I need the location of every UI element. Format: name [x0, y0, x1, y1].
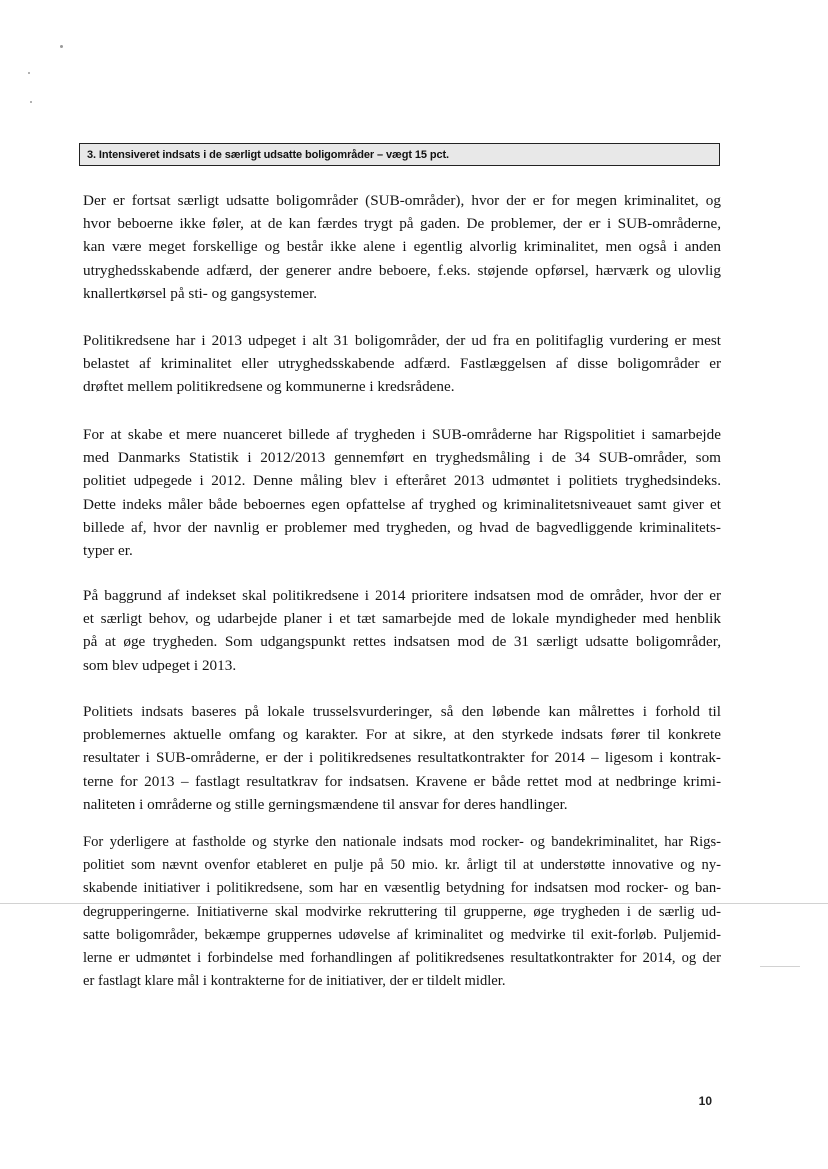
scan-speck [30, 101, 32, 103]
section-title: 3. Intensiveret indsats i de særligt udsatte boligområder – vægt 15 pct. [87, 148, 450, 161]
text-line: På baggrund af indekset skal politikredsene i 2014 prioritere indsatsen mod de områder, hvor der er [83, 587, 721, 604]
text-line: med Danmarks Statistik i 2012/2013 gennemført en tryghedsmåling i de 34 SUB-områder, som [83, 449, 721, 467]
text-line: kan være meget forskellige og består ikke alene i egentlig alvorlig kriminalitet, men også i anden [83, 238, 721, 256]
text-line: på at øge trygheden. Som udgangspunkt rettes indsatsen mod de 31 særligt udsatte boligområder, [83, 633, 721, 651]
text-line: degrupperingerne. Initiativerne skal modvirke rekruttering til grupperne, øge trygheden i de særlig ud- [83, 903, 721, 920]
text-line: lerne er udmøntet i forbindelse med forhandlingen af politikredsenes resultatkontrakter for 2014, og der [83, 950, 721, 967]
scan-speck [28, 72, 30, 74]
text-line: billede af, hvor der navnlig er problemer med trygheden, og hvad de bagvedliggende kriminalitets- [83, 518, 721, 536]
text-line: Der er fortsat særligt udsatte boligområder (SUB-områder), hvor der er for megen kriminalitet, og [83, 192, 721, 209]
text-line: utryghedsskabende adfærd, der generer andre beboere, f.eks. støjende opførsel, hærværk og ulovlig [83, 261, 721, 279]
section-header [79, 143, 720, 166]
text-line: naliteten i områderne og stille gerningsmændene til ansvar for deres handlinger. [83, 795, 568, 813]
paragraph [83, 831, 721, 993]
text-line: problemernes aktuelle omfang og karakter. For at sikre, at den styrkede indsats fører til konkrete [83, 726, 721, 744]
text-line: For yderligere at fastholde og styrke den nationale indsats mod rocker- og bandekriminalitet, har Rigs- [83, 834, 721, 850]
scan-seam [760, 966, 800, 967]
text-line: Politikredsene har i 2013 udpeget i alt 31 boligområder, der ud fra en politifaglig vurdering er mest [83, 332, 721, 349]
text-line: som blev udpeget i 2013. [83, 656, 237, 674]
text-line: drøftet mellem politikredsene og kommunerne i kredsrådene. [83, 378, 455, 396]
text-line: typer er. [83, 542, 133, 560]
scan-speck [60, 45, 63, 48]
text-line: hvor beboerne ikke føler, at de kan færdes trygt på gaden. De problemer, der er i SUB-områderne, [83, 215, 721, 233]
text-line: er fastlagt klare mål i kontrakterne for de initiativer, der er tildelt midler. [83, 973, 506, 990]
paragraph [83, 584, 721, 677]
text-line: Dette indeks måler både beboernes egen opfattelse af tryghed og kriminalitetsniveauet samt giver et [83, 495, 721, 513]
text-line: resultater i SUB-områderne, er der i politikredsenes resultatkontrakter for 2014 – ligesom i kontrak- [83, 749, 721, 767]
paragraph [83, 189, 721, 305]
text-line: For at skabe et mere nuanceret billede af trygheden i SUB-områderne har Rigspolitiet i samarbejde [83, 426, 721, 443]
paragraph [83, 700, 721, 816]
paragraph [83, 423, 721, 562]
page-number: 10 [698, 1094, 712, 1108]
text-line: satte boligområder, bekæmpe gruppernes udøvelse af kriminalitet og medvirke til exit-forløb. Puljemid- [83, 926, 721, 943]
text-line: politiet som nævnt ovenfor etableret en pulje på 50 mio. kr. årligt til at understøtte innovative og ny- [83, 857, 721, 874]
text-line: politiet udpegede i 2012. Denne måling blev i efteråret 2013 udmøntet i politiets tryghedsindeks. [83, 472, 721, 490]
text-line: terne for 2013 – fastlagt resultatkrav for indsatsen. Kravene er både rettet mod at nedbringe krimi- [83, 772, 721, 790]
text-line: skabende initiativer i politikredsene, som har en væsentlig betydning for indsatsen mod rocker- og ban- [83, 880, 721, 897]
text-line: et særligt behov, og udarbejde planer i et tæt samarbejde med de lokale myndigheder med henblik [83, 610, 721, 628]
text-line: knallertkørsel på sti- og gangsystemer. [83, 284, 318, 302]
text-line: belastet af kriminalitet eller utryghedsskabende adfærd. Fastlæggelsen af disse boligområder er [83, 355, 721, 373]
paragraph [83, 329, 721, 399]
text-line: Politiets indsats baseres på lokale trusselsvurderinger, så den løbende kan målrettes i forhold til [83, 703, 721, 720]
